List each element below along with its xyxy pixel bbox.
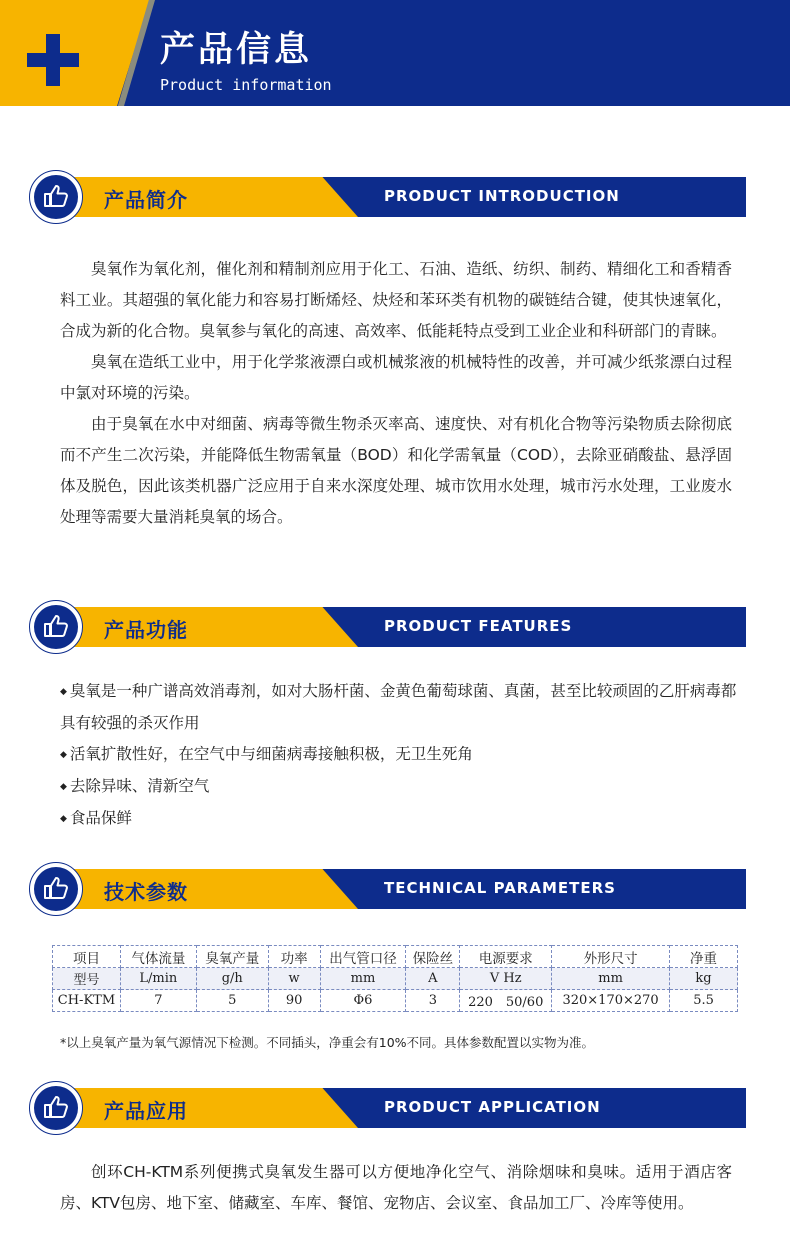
table-cell: V Hz	[460, 968, 552, 990]
table-cell: 7	[120, 990, 196, 1012]
intro-text	[60, 254, 732, 533]
table-cell: g/h	[196, 968, 268, 990]
banner-title: 产品信息	[160, 30, 313, 70]
table-cell: 臭氧产量	[196, 946, 268, 968]
application-text	[60, 1157, 732, 1219]
table-cell: mm	[320, 968, 406, 990]
table-cell: 90	[268, 990, 320, 1012]
thumbs-up-icon	[42, 612, 70, 640]
table-cell: 320×170×270	[552, 990, 670, 1012]
top-banner	[0, 0, 790, 106]
section-header-features	[22, 598, 746, 660]
table-cell: 5	[196, 990, 268, 1012]
table-row	[53, 990, 738, 1012]
table-cell: 外形尺寸	[552, 946, 670, 968]
table-cell: 功率	[268, 946, 320, 968]
table-cell: 型号	[53, 968, 121, 990]
section-title-cn: 技术参数	[104, 880, 188, 904]
table-cell: 220 50/60	[460, 990, 552, 1012]
section-title-cn: 产品简介	[104, 188, 188, 212]
table-cell: Φ6	[320, 990, 406, 1012]
section-title-en: TECHNICAL PARAMETERS	[384, 879, 616, 897]
table-cell: 3	[406, 990, 460, 1012]
table-cell: 项目	[53, 946, 121, 968]
thumbs-up-icon	[42, 874, 70, 902]
section-header-intro	[22, 168, 746, 230]
feature-item: ◆ 臭氧是一种广谱高效消毒剂，如对大肠杆菌、金黄色葡萄球菌、真菌，甚至比较顽固的乙肝病毒都具有较强的杀灭作用	[60, 676, 750, 739]
application-paragraph: 创环CH-KTM系列便携式臭氧发生器可以方便地净化空气、消除烟味和臭味。适用于酒店客房、KTV包房、地下室、储藏室、车库、餐馆、宠物店、会议室、食品加工厂、冷库等使用。	[60, 1163, 732, 1212]
table-cell: 保险丝	[406, 946, 460, 968]
section-header-params	[22, 860, 746, 922]
table-cell: kg	[670, 968, 738, 990]
intro-paragraph: 臭氧在造纸工业中，用于化学浆液漂白或机械浆液的机械特性的改善，并可减少纸浆漂白过程中氯对环境的污染。	[60, 353, 732, 402]
feature-item: ◆ 食品保鲜	[60, 803, 750, 835]
table-cell: mm	[552, 968, 670, 990]
table-cell: CH-KTM	[53, 990, 121, 1012]
thumbs-up-icon	[42, 1093, 70, 1121]
table-header-row	[53, 946, 738, 968]
section-title-en: PRODUCT FEATURES	[384, 617, 573, 635]
table-cell: 电源要求	[460, 946, 552, 968]
table-cell: L/min	[120, 968, 196, 990]
section-title-en: PRODUCT INTRODUCTION	[384, 187, 620, 205]
section-title-en: PRODUCT APPLICATION	[384, 1098, 601, 1116]
intro-paragraph: 由于臭氧在水中对细菌、病毒等微生物杀灭率高、速度快、对有机化合物等污染物质去除彻底而不产生二次污染，并能降低生物需氧量（BOD）和化学需氧量（COD），去除亚硝酸盐、悬浮固体及脱色，因此该类机器广泛应用于自来水深度处理、城市饮用水处理，城市污水处理，工业废水处理等需要大量消耗臭氧的场合。	[60, 415, 732, 526]
intro-paragraph: 臭氧作为氧化剂，催化剂和精制剂应用于化工、石油、造纸、纺织、制药、精细化工和香精香料工业。其超强的氧化能力和容易打断烯烃、炔烃和苯环类有机物的碳链结合键，使其快速氧化，合成为新的化合物。臭氧参与氧化的高速、高效率、低能耗特点受到工业企业和科研部门的青睐。	[60, 260, 732, 340]
section-title-cn: 产品应用	[104, 1099, 188, 1123]
banner-subtitle: Product information	[160, 76, 332, 94]
feature-item: ◆ 去除异味、清新空气	[60, 771, 750, 803]
feature-item: ◆ 活氧扩散性好，在空气中与细菌病毒接触积极，无卫生死角	[60, 739, 750, 771]
thumbs-up-icon	[42, 182, 70, 210]
table-cell: 出气管口径	[320, 946, 406, 968]
plus-icon	[27, 34, 79, 86]
table-cell: 5.5	[670, 990, 738, 1012]
table-row	[53, 968, 738, 990]
params-table	[52, 945, 738, 1012]
params-note: *以上臭氧产量为氧气源情况下检测。不同插头，净重会有10%不同。具体参数配置以实物为准。	[60, 1035, 595, 1050]
table-cell: A	[406, 968, 460, 990]
section-title-cn: 产品功能	[104, 618, 188, 642]
table-cell: w	[268, 968, 320, 990]
table-cell: 气体流量	[120, 946, 196, 968]
section-header-application	[22, 1079, 746, 1141]
table-cell: 净重	[670, 946, 738, 968]
feature-list	[60, 676, 750, 835]
